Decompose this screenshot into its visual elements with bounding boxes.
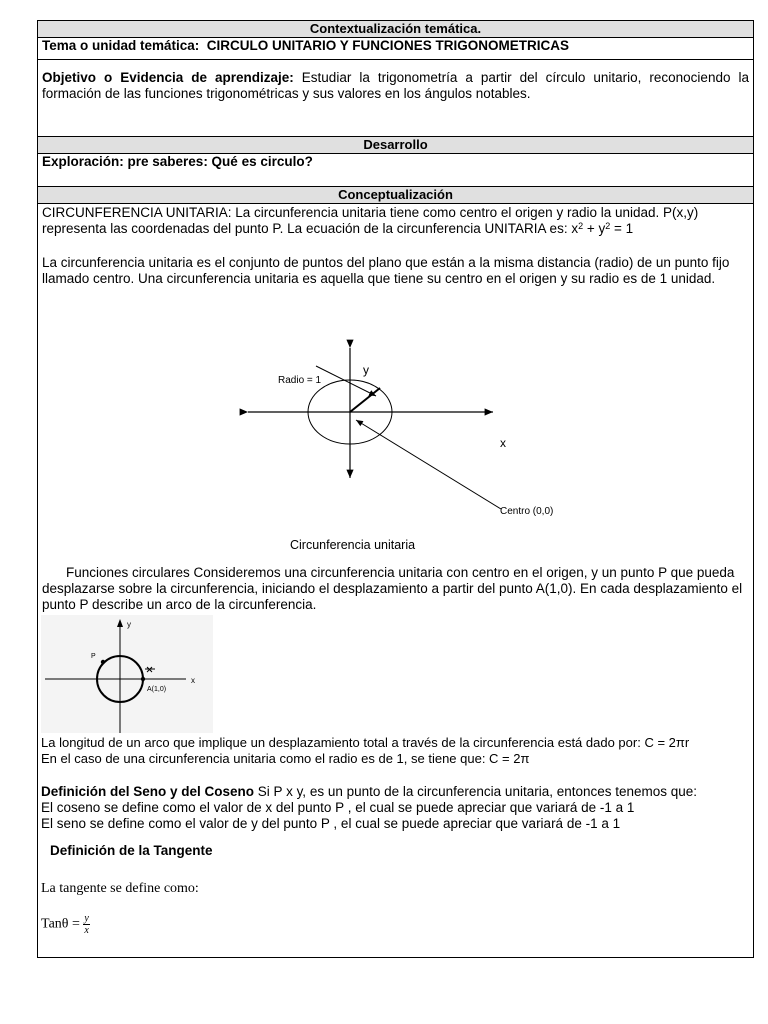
divider [38,59,753,60]
tangente-text: La tangente se define como: [41,881,199,896]
longitud-line-1: La longitud de un arco que implique un desplazamiento total a través de la circunferencia está dado por: C = 2πr [41,735,690,750]
y-axis-label: y [127,620,131,629]
longitud-line-2: En el caso de una circunferencia unitaria como el radio es de 1, se tiene que: C = 2π [41,751,530,766]
tangente-formula: Tanθ = $\frac{y}{x}$ [41,913,89,936]
seno-line-3: El seno se define como el valor de y del punto P , el cual se puede apreciar que variará de -1 a 1 [41,816,621,831]
tema-label: Tema o unidad temática: [42,38,200,53]
objetivo-text: Estudiar la trigonometría a partir del círculo unitario, reconociendo la formación de las funciones trigonométricas y sus valores en los ángulos notables. [42,70,749,101]
a-label: A(1,0) [147,686,167,693]
seno-line-2: El coseno se define como el valor de x del punto P , el cual se puede apreciar que variará de -1 a 1 [41,800,635,815]
objetivo-row [42,70,749,102]
figure-caption: Circunferencia unitaria [290,538,416,552]
centro-pointer [356,420,501,509]
x-axis-label: x [500,436,506,450]
centro-label: Centro (0,0) [500,506,554,517]
y-axis-label: y [363,363,369,377]
exploracion-text: Exploración: pre saberes: Qué es circulo? [42,154,313,169]
circunferencia-paragraph-2: La circunferencia unitaria es el conjunto de puntos del plano que están a la misma distancia (radio) de un punto fijo llamado centro. Una circunferencia unitaria es aquella que tiene su centro en el origen y su radio es de 1 unidad. [42,255,730,286]
objetivo-label: Objetivo o Evidencia de aprendizaje: [42,70,294,85]
radius-line [350,388,380,412]
unit-circle-figure [238,336,554,552]
figure-background [41,615,213,733]
point-p [101,660,105,664]
funciones-paragraph: Funciones circulares Consideremos una circunferencia unitaria con centro en el origen, y un punto P que pueda desplazarse sobre la circunferencia, iniciando el desplazamiento a partir del punto A(1,0). En cada desplazamiento el punto P describe un arco de la circunferencia. [42,565,743,612]
fraction: $\frac{y}{x}$ [84,913,89,936]
tema-value: CIRCULO UNITARIO Y FUNCIONES TRIGONOMETRICAS [206,38,570,53]
p-label: P [91,653,96,660]
arc-figure [41,615,213,733]
seno-line-1: Definición del Seno y del Coseno Si P x y, es un punto de la circunferencia unitaria, entonces tenemos que: [41,784,698,799]
seno-label: Definición del Seno y del Coseno [41,784,255,799]
tangente-title: Definición de la Tangente [50,843,213,858]
x-axis-label: x [191,676,195,685]
tema-row [42,38,749,54]
point-a [141,677,145,681]
header-contextualizacion: Contextualización temática. [38,21,753,38]
document-table [37,20,754,958]
header-desarrollo: Desarrollo [38,137,753,154]
circunferencia-paragraph-1: CIRCUNFERENCIA UNITARIA: La circunferencia unitaria tiene como centro el origen y radio la unidad. P(x,y) representa las coordenadas del punto P. La ecuación de la circunferencia UNITARIA es: $x^2 + y^2 = 1$ [42,205,699,236]
radio-label: Radio = 1 [278,375,322,386]
header-conceptualizacion: Conceptualización [38,187,753,204]
